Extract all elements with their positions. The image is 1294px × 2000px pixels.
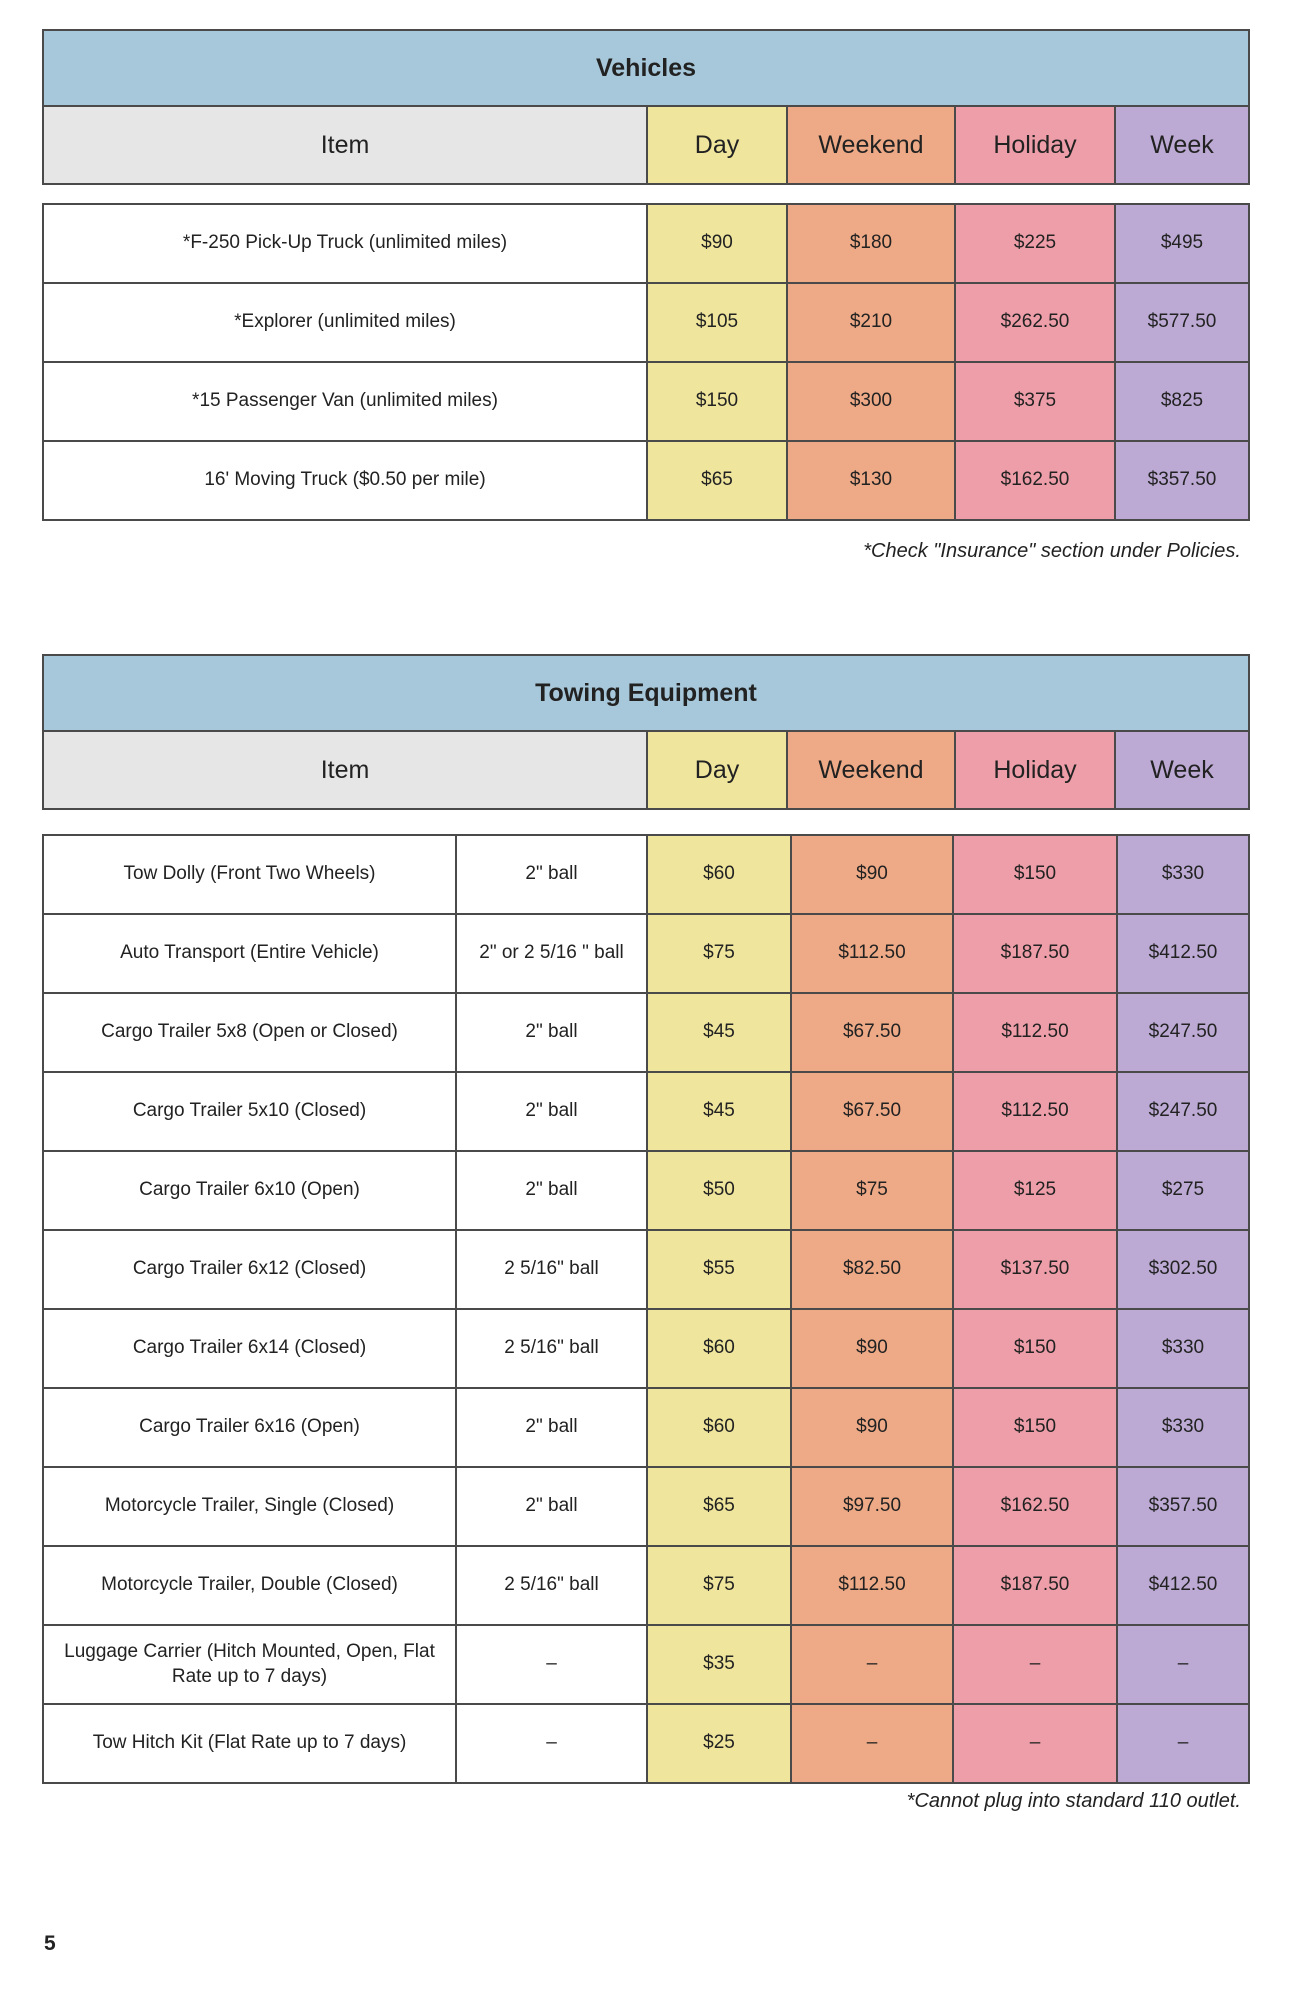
vehicle-cell-week: $577.50 xyxy=(1115,283,1249,362)
towing-cell-day: $75 xyxy=(647,1546,791,1625)
towing-cell-hol: $137.50 xyxy=(953,1230,1117,1309)
towing-col-item: Item xyxy=(43,731,647,809)
vehicles-col-item: Item xyxy=(43,106,647,184)
towing-cell-wknd: $112.50 xyxy=(791,1546,953,1625)
towing-cell-day: $60 xyxy=(647,1309,791,1388)
towing-cell-wknd: $112.50 xyxy=(791,914,953,993)
vehicles-title: Vehicles xyxy=(43,30,1249,106)
towing-cell-day: $60 xyxy=(647,1388,791,1467)
towing-cell-wknd: – xyxy=(791,1704,953,1783)
towing-cell-week: $357.50 xyxy=(1117,1467,1249,1546)
vehicle-cell-hol: $262.50 xyxy=(955,283,1115,362)
towing-cell-hol: $187.50 xyxy=(953,914,1117,993)
vehicle-cell-week: $495 xyxy=(1115,204,1249,283)
towing-cell-wknd: $75 xyxy=(791,1151,953,1230)
towing-cell-item: Cargo Trailer 6x10 (Open) xyxy=(43,1151,456,1230)
vehicle-cell-hol: $225 xyxy=(955,204,1115,283)
towing-row xyxy=(43,993,1249,1072)
towing-cell-ball: 2 5/16" ball xyxy=(456,1230,647,1309)
towing-cell-wknd: $90 xyxy=(791,1388,953,1467)
vehicle-cell-day: $90 xyxy=(647,204,787,283)
vehicle-cell-hol: $375 xyxy=(955,362,1115,441)
towing-cell-day: $45 xyxy=(647,1072,791,1151)
vehicle-cell-item: *Explorer (unlimited miles) xyxy=(43,283,647,362)
vehicle-cell-week: $357.50 xyxy=(1115,441,1249,520)
towing-cell-hol: $150 xyxy=(953,835,1117,914)
towing-cell-week: $275 xyxy=(1117,1151,1249,1230)
towing-cell-week: $247.50 xyxy=(1117,993,1249,1072)
towing-cell-week: $330 xyxy=(1117,1388,1249,1467)
towing-cell-week: $247.50 xyxy=(1117,1072,1249,1151)
towing-cell-item: Cargo Trailer 6x12 (Closed) xyxy=(43,1230,456,1309)
towing-cell-wknd: $67.50 xyxy=(791,1072,953,1151)
towing-cell-hol: $112.50 xyxy=(953,993,1117,1072)
towing-cell-day: $50 xyxy=(647,1151,791,1230)
towing-cell-ball: 2" ball xyxy=(456,1467,647,1546)
towing-cell-hol: $150 xyxy=(953,1309,1117,1388)
towing-cell-wknd: $97.50 xyxy=(791,1467,953,1546)
towing-cell-day: $65 xyxy=(647,1467,791,1546)
vehicle-row xyxy=(43,441,1249,520)
vehicle-cell-wknd: $300 xyxy=(787,362,955,441)
towing-cell-ball: 2 5/16" ball xyxy=(456,1546,647,1625)
vehicle-cell-day: $150 xyxy=(647,362,787,441)
towing-cell-wknd: $90 xyxy=(791,835,953,914)
towing-cell-item: Motorcycle Trailer, Single (Closed) xyxy=(43,1467,456,1546)
towing-cell-day: $25 xyxy=(647,1704,791,1783)
towing-cell-day: $60 xyxy=(647,835,791,914)
towing-cell-ball: 2 5/16" ball xyxy=(456,1309,647,1388)
page-number: 5 xyxy=(44,1932,56,1955)
towing-cell-week: $330 xyxy=(1117,1309,1249,1388)
vehicle-cell-item: *15 Passenger Van (unlimited miles) xyxy=(43,362,647,441)
towing-cell-hol: $162.50 xyxy=(953,1467,1117,1546)
towing-row xyxy=(43,1230,1249,1309)
towing-cell-wknd: $67.50 xyxy=(791,993,953,1072)
towing-table xyxy=(42,834,1250,1784)
towing-cell-week: – xyxy=(1117,1625,1249,1704)
towing-row xyxy=(43,1388,1249,1467)
towing-cell-ball: – xyxy=(456,1704,647,1783)
towing-cell-hol: $150 xyxy=(953,1388,1117,1467)
vehicle-cell-item: *F-250 Pick-Up Truck (unlimited miles) xyxy=(43,204,647,283)
vehicle-cell-wknd: $210 xyxy=(787,283,955,362)
towing-cell-item: Auto Transport (Entire Vehicle) xyxy=(43,914,456,993)
towing-cell-item: Cargo Trailer 5x8 (Open or Closed) xyxy=(43,993,456,1072)
towing-footnote: *Cannot plug into standard 110 outlet. xyxy=(906,1790,1241,1812)
towing-cell-wknd: $90 xyxy=(791,1309,953,1388)
towing-col-holiday: Holiday xyxy=(955,731,1115,809)
towing-cell-item: Motorcycle Trailer, Double (Closed) xyxy=(43,1546,456,1625)
towing-col-week: Week xyxy=(1115,731,1249,809)
towing-cell-wknd: $82.50 xyxy=(791,1230,953,1309)
vehicle-row xyxy=(43,204,1249,283)
towing-row xyxy=(43,1151,1249,1230)
towing-cell-ball: 2" ball xyxy=(456,993,647,1072)
vehicle-cell-wknd: $180 xyxy=(787,204,955,283)
vehicles-col-week: Week xyxy=(1115,106,1249,184)
towing-cell-day: $45 xyxy=(647,993,791,1072)
towing-row xyxy=(43,1467,1249,1546)
towing-cell-ball: 2" ball xyxy=(456,1072,647,1151)
vehicles-col-day: Day xyxy=(647,106,787,184)
towing-cell-hol: $112.50 xyxy=(953,1072,1117,1151)
towing-cell-ball: – xyxy=(456,1625,647,1704)
vehicles-col-holiday: Holiday xyxy=(955,106,1115,184)
towing-cell-day: $35 xyxy=(647,1625,791,1704)
vehicle-row xyxy=(43,362,1249,441)
towing-cell-week: $302.50 xyxy=(1117,1230,1249,1309)
towing-row xyxy=(43,835,1249,914)
vehicle-cell-day: $105 xyxy=(647,283,787,362)
towing-cell-item: Cargo Trailer 6x14 (Closed) xyxy=(43,1309,456,1388)
towing-cell-wknd: – xyxy=(791,1625,953,1704)
towing-row xyxy=(43,914,1249,993)
vehicle-cell-wknd: $130 xyxy=(787,441,955,520)
towing-row xyxy=(43,1625,1249,1704)
towing-cell-ball: 2" ball xyxy=(456,835,647,914)
towing-cell-item: Tow Dolly (Front Two Wheels) xyxy=(43,835,456,914)
towing-cell-ball: 2" ball xyxy=(456,1151,647,1230)
towing-cell-day: $55 xyxy=(647,1230,791,1309)
vehicle-cell-hol: $162.50 xyxy=(955,441,1115,520)
vehicles-footnote: *Check "Insurance" section under Policies. xyxy=(863,540,1241,562)
vehicles-col-weekend: Weekend xyxy=(787,106,955,184)
towing-col-day: Day xyxy=(647,731,787,809)
towing-cell-week: $330 xyxy=(1117,835,1249,914)
towing-cell-hol: – xyxy=(953,1625,1117,1704)
vehicle-cell-day: $65 xyxy=(647,441,787,520)
towing-cell-item: Cargo Trailer 6x16 (Open) xyxy=(43,1388,456,1467)
towing-title: Towing Equipment xyxy=(43,655,1249,731)
towing-cell-week: $412.50 xyxy=(1117,1546,1249,1625)
vehicles-table xyxy=(42,203,1250,521)
vehicle-cell-item: 16' Moving Truck ($0.50 per mile) xyxy=(43,441,647,520)
towing-cell-ball: 2" ball xyxy=(456,1388,647,1467)
vehicles-header-table xyxy=(42,29,1250,185)
towing-col-weekend: Weekend xyxy=(787,731,955,809)
vehicle-row xyxy=(43,283,1249,362)
towing-cell-week: $412.50 xyxy=(1117,914,1249,993)
towing-cell-item: Cargo Trailer 5x10 (Closed) xyxy=(43,1072,456,1151)
towing-cell-item: Tow Hitch Kit (Flat Rate up to 7 days) xyxy=(43,1704,456,1783)
towing-cell-hol: $125 xyxy=(953,1151,1117,1230)
towing-cell-ball: 2" or 2 5/16 " ball xyxy=(456,914,647,993)
towing-header-table xyxy=(42,654,1250,810)
towing-cell-item: Luggage Carrier (Hitch Mounted, Open, Flat Rate up to 7 days) xyxy=(43,1625,456,1704)
towing-cell-week: – xyxy=(1117,1704,1249,1783)
vehicle-cell-week: $825 xyxy=(1115,362,1249,441)
towing-cell-hol: – xyxy=(953,1704,1117,1783)
towing-row xyxy=(43,1546,1249,1625)
towing-cell-day: $75 xyxy=(647,914,791,993)
towing-cell-hol: $187.50 xyxy=(953,1546,1117,1625)
towing-row xyxy=(43,1072,1249,1151)
towing-row xyxy=(43,1309,1249,1388)
towing-row xyxy=(43,1704,1249,1783)
